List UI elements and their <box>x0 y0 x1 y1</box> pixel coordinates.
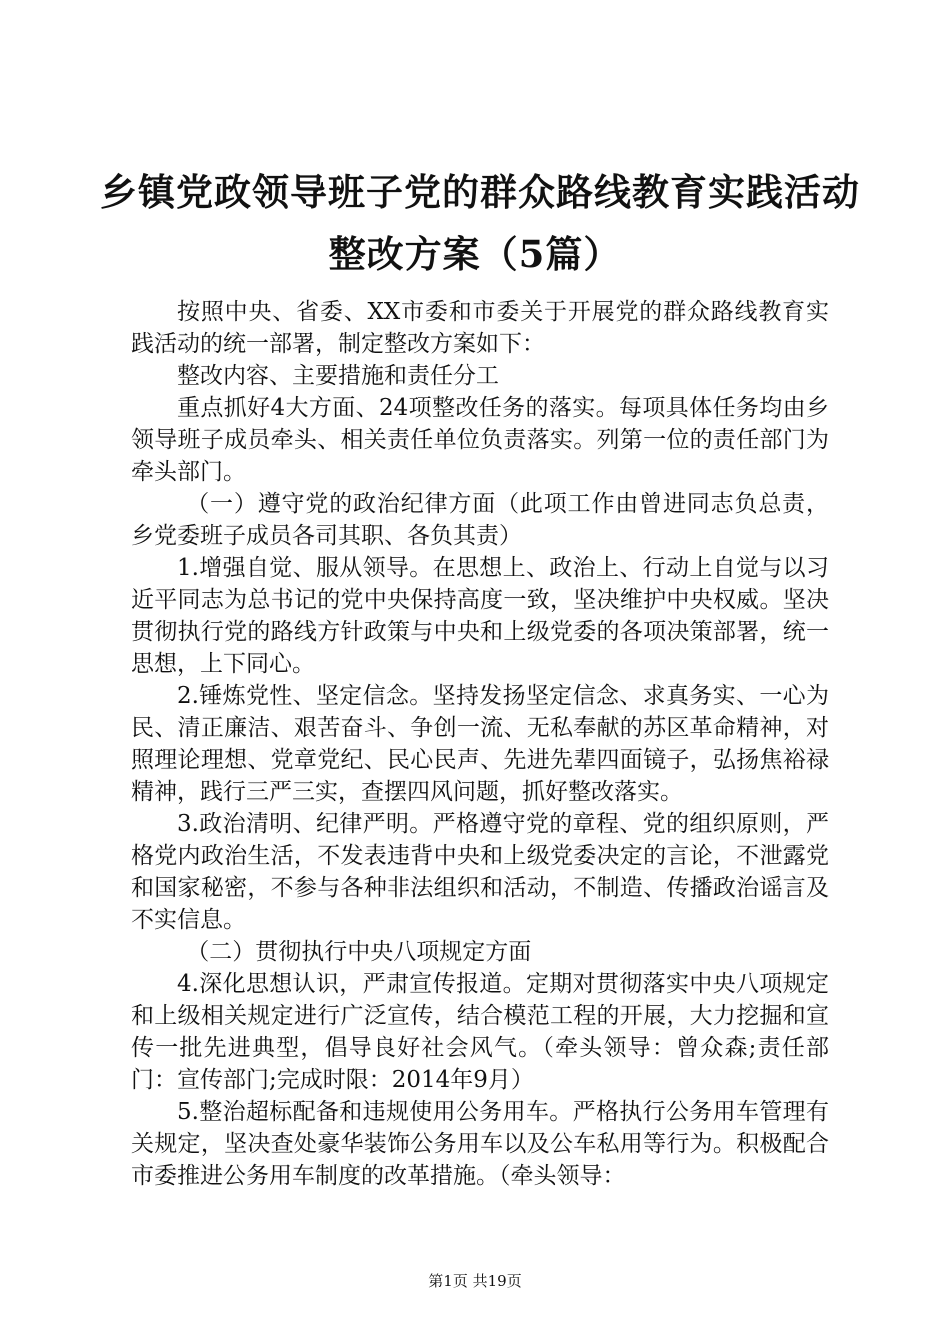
section-heading-2: （二）贯彻执行中央八项规定方面 <box>186 939 532 965</box>
paragraph-item-5: 5.整治超标配备和违规使用公务用车。严格执行公务用车管理有关规定，坚决查处豪华装饰公务用车以及公车私用等行为。积极配合市委推进公务用车制度的改革措施。（牵头领导： <box>131 1099 829 1189</box>
paragraph-heading-content: 整改内容、主要措施和责任分工 <box>177 363 499 389</box>
section-heading-1: （一）遵守党的政治纪律方面（此项工作由曾进同志负总责，乡党委班子成员各司其职、各负其责） <box>131 491 829 549</box>
paragraph-item-3: 3.政治清明、纪律严明。严格遵守党的章程、党的组织原则，严格党内政治生活，不发表违背中央和上级党委决定的言论，不泄露党和国家秘密，不参与各种非法组织和活动，不制造、传播政治谣言及不实信息。 <box>131 811 829 933</box>
paragraph-item-1: 1.增强自觉、服从领导。在思想上、政治上、行动上自觉与以习近平同志为总书记的党中央保持高度一致，坚决维护中央权威。坚决贯彻执行党的路线方针政策与中央和上级党委的各项决策部署，统一思想，上下同心。 <box>131 555 829 677</box>
paragraph-item-4: 4.深化思想认识，严肃宣传报道。定期对贯彻落实中央八项规定和上级相关规定进行广泛宣传，结合模范工程的开展，大力挖掘和宣传一批先进典型，倡导良好社会风气。（牵头领导：曾众森;责任部门：宣传部门;完成时限：2014年9月） <box>131 971 829 1093</box>
document-title-line-1: 乡镇党政领导班子党的群众路线教育实践活动 <box>100 170 860 214</box>
paragraph-intro: 按照中央、省委、XX市委和市委关于开展党的群众路线教育实践活动的统一部署，制定整改方案如下： <box>131 299 829 357</box>
paragraph-item-2: 2.锤炼党性、坚定信念。坚持发扬坚定信念、求真务实、一心为民、清正廉洁、艰苦奋斗、争创一流、无私奉献的苏区革命精神，对照理论理想、党章党纪、民心民声、先进先辈四面镜子，弘扬焦裕禄精神，践行三严三实，查摆四风问题，抓好整改落实。 <box>131 683 829 805</box>
document-body <box>131 296 829 1192</box>
paragraph-key-tasks: 重点抓好4大方面、24项整改任务的落实。每项具体任务均由乡领导班子成员牵头、相关责任单位负责落实。列第一位的责任部门为牵头部门。 <box>131 395 829 485</box>
page-number-footer: 第1页 共19页 <box>428 1272 522 1290</box>
document-title-line-2: 整改方案（5篇） <box>328 232 622 276</box>
